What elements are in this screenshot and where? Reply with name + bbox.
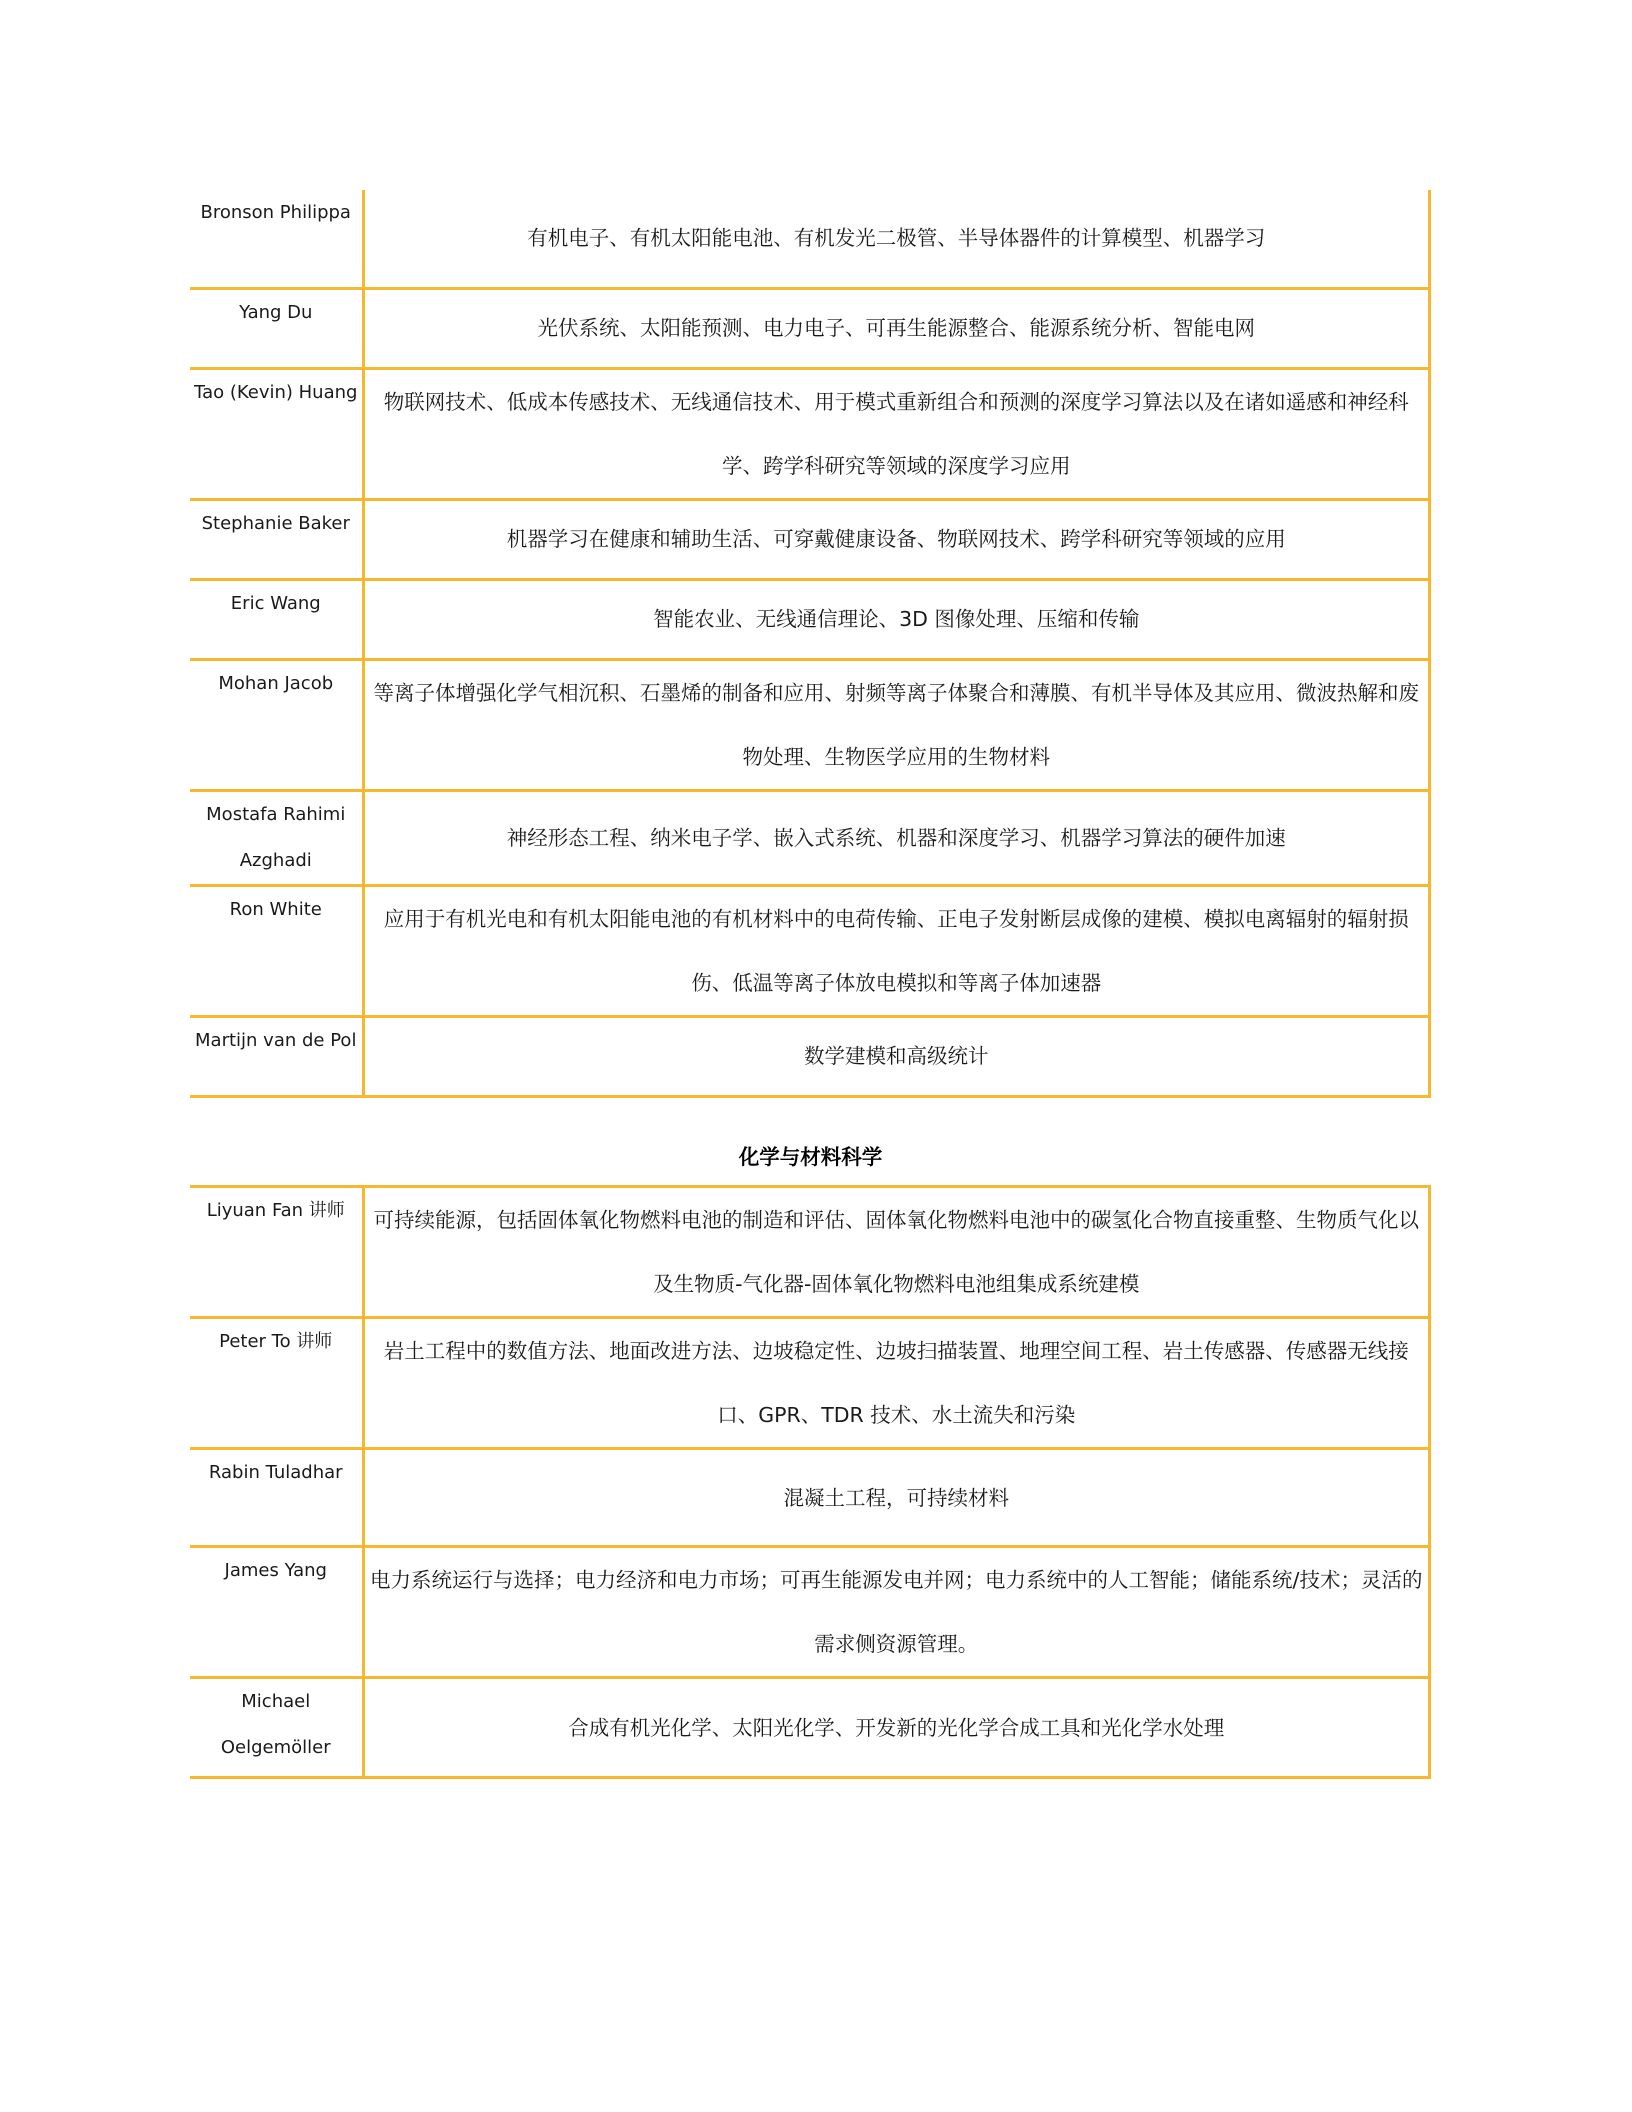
research-areas: 混凝土工程，可持续材料	[363, 1449, 1430, 1547]
research-areas: 物联网技术、低成本传感技术、无线通信技术、用于模式重新组合和预测的深度学习算法以及在诸如遥感和神经科学、跨学科研究等领域的深度学习应用	[363, 368, 1430, 499]
section-title: 化学与材料科学	[738, 1145, 883, 1169]
table-row	[190, 368, 1430, 499]
researcher-name: James Yang	[190, 1547, 363, 1678]
research-areas: 光伏系统、太阳能预测、电力电子、可再生能源整合、能源系统分析、智能电网	[363, 288, 1430, 368]
table-row	[190, 1678, 1430, 1778]
researcher-name: Tao (Kevin) Huang	[190, 368, 363, 499]
research-areas: 有机电子、有机太阳能电池、有机发光二极管、半导体器件的计算模型、机器学习	[363, 190, 1430, 288]
expertise-table-2	[190, 1185, 1431, 1779]
research-areas: 合成有机光化学、太阳光化学、开发新的光化学合成工具和光化学水处理	[363, 1678, 1430, 1778]
table-row	[190, 499, 1430, 579]
researcher-name: Mohan Jacob	[190, 659, 363, 790]
research-areas: 神经形态工程、纳米电子学、嵌入式系统、机器和深度学习、机器学习算法的硬件加速	[363, 790, 1430, 885]
table-row	[190, 579, 1430, 659]
researcher-name: Stephanie Baker	[190, 499, 363, 579]
research-areas: 可持续能源，包括固体氧化物燃料电池的制造和评估、固体氧化物燃料电池中的碳氢化合物直接重整、生物质气化以及生物质-气化器-固体氧化物燃料电池组集成系统建模	[363, 1187, 1430, 1318]
researcher-name: Rabin Tuladhar	[190, 1449, 363, 1547]
researcher-name: Eric Wang	[190, 579, 363, 659]
table-row	[190, 1318, 1430, 1449]
research-areas: 机器学习在健康和辅助生活、可穿戴健康设备、物联网技术、跨学科研究等领域的应用	[363, 499, 1430, 579]
table-row	[190, 1547, 1430, 1678]
research-areas: 数学建模和高级统计	[363, 1016, 1430, 1096]
research-areas: 电力系统运行与选择；电力经济和电力市场；可再生能源发电并网；电力系统中的人工智能；储能系统/技术；灵活的需求侧资源管理。	[363, 1547, 1430, 1678]
table-row	[190, 1016, 1430, 1096]
research-areas: 应用于有机光电和有机太阳能电池的有机材料中的电荷传输、正电子发射断层成像的建模、模拟电离辐射的辐射损伤、低温等离子体放电模拟和等离子体加速器	[363, 885, 1430, 1016]
researcher-name: Liyuan Fan 讲师	[190, 1187, 363, 1318]
researcher-name: Yang Du	[190, 288, 363, 368]
researcher-name: Ron White	[190, 885, 363, 1016]
researcher-name: Peter To 讲师	[190, 1318, 363, 1449]
table-row	[190, 659, 1430, 790]
table-row	[190, 885, 1430, 1016]
research-areas: 岩土工程中的数值方法、地面改进方法、边坡稳定性、边坡扫描装置、地理空间工程、岩土传感器、传感器无线接口、GPR、TDR 技术、水土流失和污染	[363, 1318, 1430, 1449]
table-row	[190, 1449, 1430, 1547]
researcher-name: Martijn van de Pol	[190, 1016, 363, 1096]
table-row	[190, 790, 1430, 885]
table-row	[190, 190, 1430, 288]
expertise-table-1	[190, 190, 1431, 1098]
research-areas: 智能农业、无线通信理论、3D 图像处理、压缩和传输	[363, 579, 1430, 659]
table-row	[190, 1187, 1430, 1318]
researcher-name: Bronson Philippa	[190, 190, 363, 288]
research-areas: 等离子体增强化学气相沉积、石墨烯的制备和应用、射频等离子体聚合和薄膜、有机半导体及其应用、微波热解和废物处理、生物医学应用的生物材料	[363, 659, 1430, 790]
table-row	[190, 288, 1430, 368]
researcher-name: Mostafa Rahimi Azghadi	[190, 790, 363, 885]
researcher-name: Michael Oelgemöller	[190, 1678, 363, 1778]
